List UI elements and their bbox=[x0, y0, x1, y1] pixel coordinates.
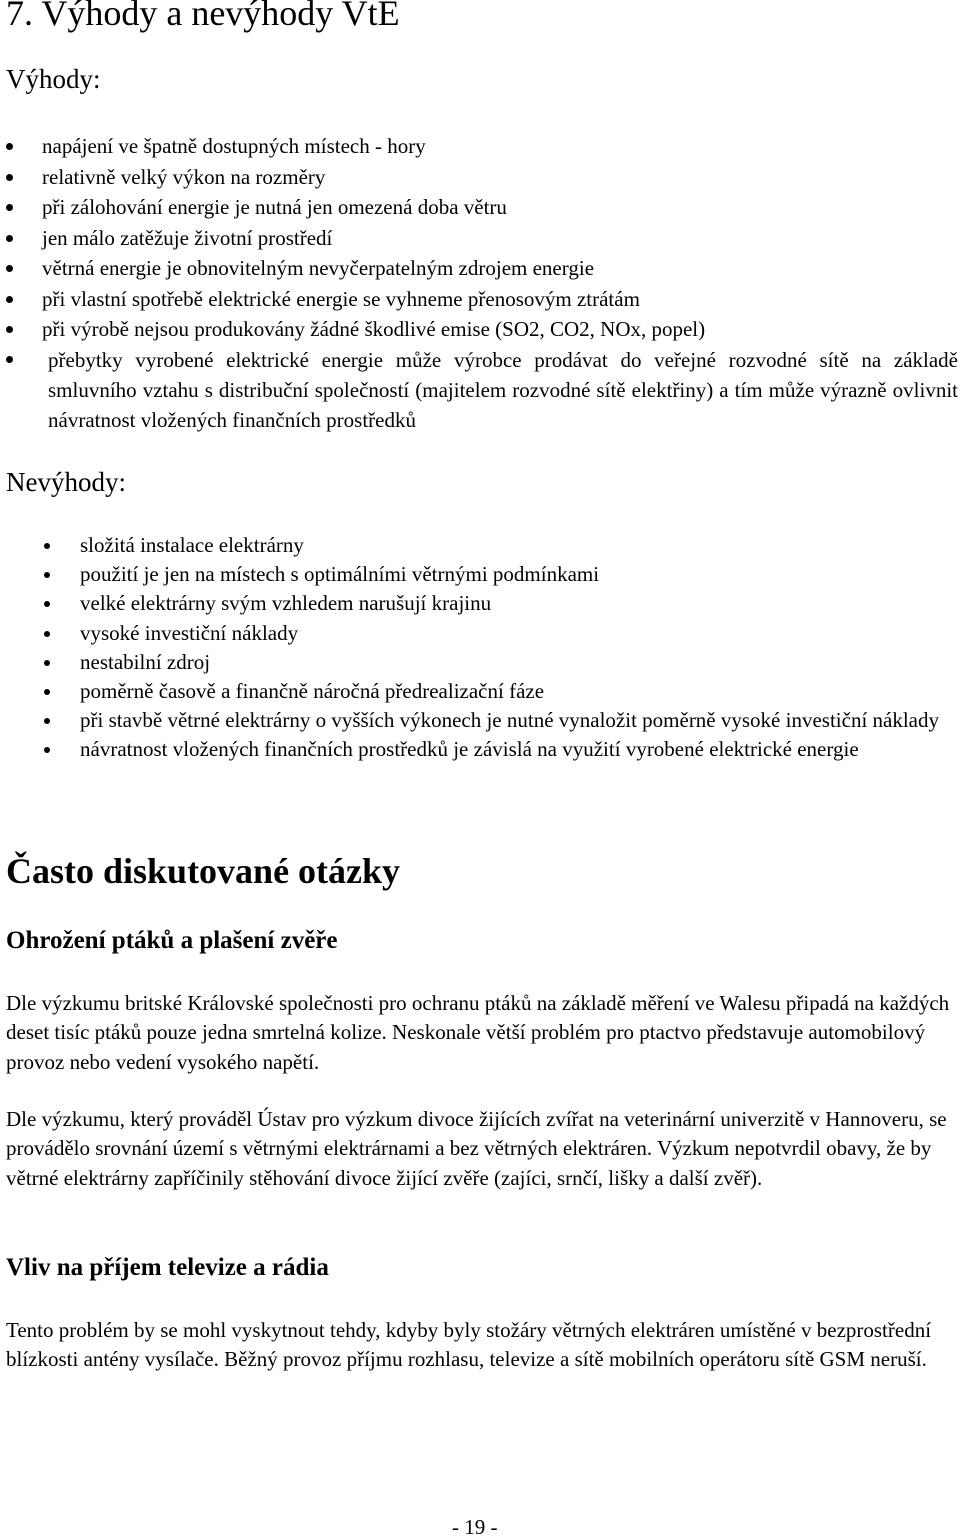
birds-heading: Ohrožení ptáků a plašení zvěře bbox=[6, 927, 338, 954]
list-item: jen málo zatěžuje životní prostředí bbox=[0, 223, 960, 254]
tv-heading: Vliv na příjem televize a rádia bbox=[6, 1254, 329, 1281]
list-item: při zálohování energie je nutná jen omezená doba větru bbox=[0, 192, 960, 223]
disadvantages-list bbox=[0, 531, 960, 765]
advantages-list bbox=[0, 131, 960, 435]
list-item: napájení ve špatně dostupných místech - hory bbox=[0, 131, 960, 162]
list-item: velké elektrárny svým vzhledem narušují krajinu bbox=[0, 589, 960, 618]
list-item: při vlastní spotřebě elektrické energie se vyhneme přenosovým ztrátám bbox=[0, 284, 960, 315]
tv-paragraph-1: Tento problém by se mohl vyskytnout tehdy, kdyby byly stožáry větrných elektráren umístěné v bezprostřední blízkosti antény vysílače. Běžný provoz příjmu rozhlasu, televize a sítě mobilních operátoru sítě GSM neruší. bbox=[6, 1318, 932, 1372]
list-item: návratnost vložených finančních prostředků je závislá na využití vyrobené elektrické energie bbox=[0, 735, 960, 764]
list-item: nestabilní zdroj bbox=[0, 648, 960, 677]
list-item: složitá instalace elektrárny bbox=[0, 531, 960, 560]
list-item: relativně velký výkon na rozměry bbox=[0, 162, 960, 193]
list-item: větrná energie je obnovitelným nevyčerpatelným zdrojem energie bbox=[0, 253, 960, 284]
advantages-heading: Výhody: bbox=[6, 64, 101, 94]
list-item: při výrobě nejsou produkovány žádné škodlivé emise (SO2, CO2, NOx, popel) bbox=[0, 314, 960, 345]
list-item: použití je jen na místech s optimálními větrnými podmínkami bbox=[0, 560, 960, 589]
disadvantages-heading: Nevýhody: bbox=[6, 467, 126, 497]
list-item: vysoké investiční náklady bbox=[0, 619, 960, 648]
list-item: poměrně časově a finančně náročná předrealizační fáze bbox=[0, 677, 960, 706]
list-item: přebytky vyrobené elektrické energie může výrobce prodávat do veřejné rozvodné sítě na základě smluvního vztahu s distribuční společností (majitelem rozvodné sítě elektřiny) a tím může výrazně ovlivnit návratnost vložených finančních prostředků bbox=[0, 345, 960, 435]
list-item: při stavbě větrné elektrárny o vyšších výkonech je nutné vynaložit poměrně vysoké investiční náklady bbox=[0, 706, 960, 735]
birds-paragraph-1: Dle výzkumu britské Královské společnosti pro ochranu ptáků na základě měření ve Walesu připadá na každých deset tisíc ptáků pouze jedna smrtelná kolize. Neskonale větší problém pro ptactvo představuje automobilový provoz nebo vedení vysokého napětí. bbox=[6, 991, 950, 1074]
birds-paragraph-2: Dle výzkumu, který prováděl Ústav pro výzkum divoce žijících zvířat na veterinární univerzitě v Hannoveru, se provádělo srovnání území s větrnými elektrárnami a bez větrných elektráren. Výzkum nepotvrdil obavy, že by větrné elektrárny zapříčinily stěhování divoce žijící zvěře (zajíci, srnčí, lišky a další zvěř). bbox=[6, 1107, 947, 1190]
page-number: - 19 - bbox=[452, 1515, 498, 1539]
section-title: Často diskutované otázky bbox=[6, 851, 401, 891]
page-title: 7. Výhody a nevýhody VtE bbox=[6, 0, 400, 33]
